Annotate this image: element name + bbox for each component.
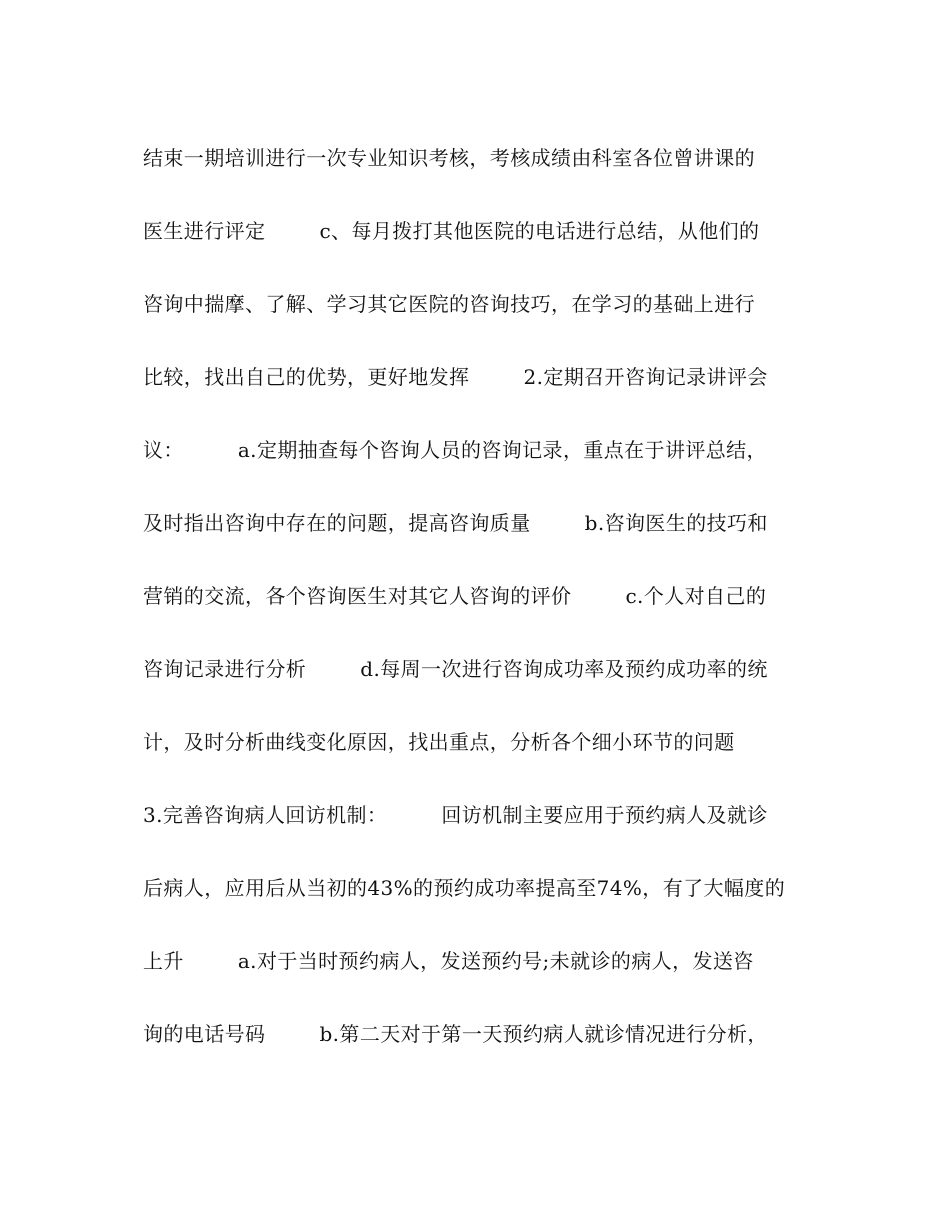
text-line: 计，及时分析曲线变化原因，找出重点，分析各个细小环节的问题 [143, 730, 735, 754]
text-line: 咨询中揣摩、了解、学习其它医院的咨询技巧，在学习的基础上进行 [143, 292, 755, 316]
text-line: 及时指出咨询中存在的问题，提高咨询质量 b.咨询医生的技巧和 [143, 511, 768, 535]
text-line: 比较，找出自己的优势，更好地发挥 2.定期召开咨询记录讲评会 [143, 365, 768, 389]
body-text [143, 136, 823, 1085]
text-line: 营销的交流，各个咨询医生对其它人咨询的评价 c.个人对自己的 [143, 584, 767, 608]
text-line: 结束一期培训进行一次专业知识考核，考核成绩由科室各位曾讲课的 [143, 146, 755, 170]
text-line: 3.完善咨询病人回访机制： 回访机制主要应用于预约病人及就诊 [143, 803, 768, 827]
text-line: 咨询记录进行分析 d.每周一次进行咨询成功率及预约成功率的统 [143, 657, 768, 681]
text-line: 医生进行评定 c、每月拨打其他医院的电话进行总结，从他们的 [143, 219, 760, 243]
text-line: 上升 a.对于当时预约病人，发送预约号;未就诊的病人，发送咨 [143, 949, 754, 973]
text-line: 询的电话号码 b.第二天对于第一天预约病人就诊情况进行分析， [143, 1022, 768, 1046]
text-line: 议： a.定期抽查每个咨询人员的咨询记录，重点在于讲评总结， [143, 438, 767, 462]
text-line: 后病人，应用后从当初的43%的预约成功率提高至74%，有了大幅度的 [143, 876, 786, 900]
